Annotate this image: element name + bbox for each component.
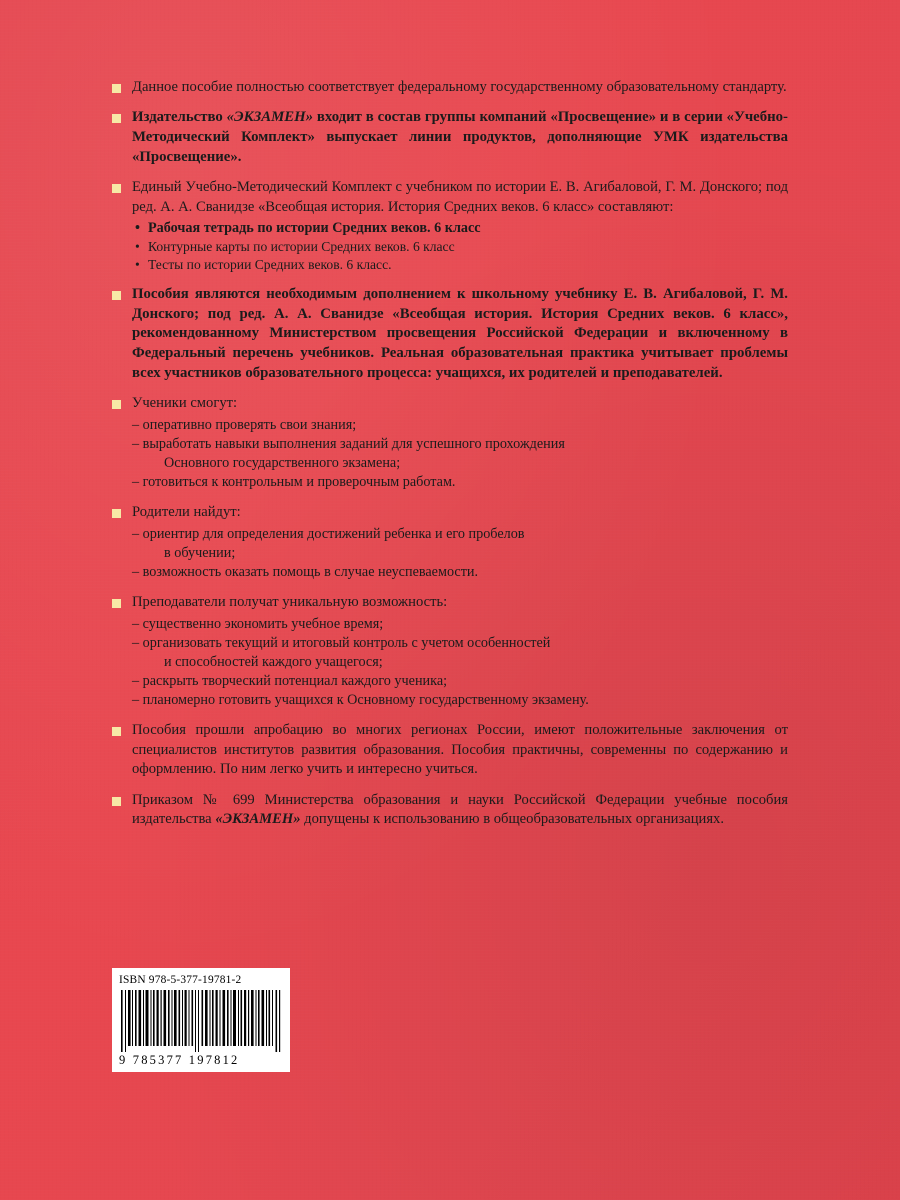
square-bullet-icon xyxy=(112,400,121,409)
square-bullet-icon xyxy=(112,84,121,93)
list-item-label: Контурные карты по истории Средних веков. 6 класс xyxy=(148,238,455,254)
bullet-block-teachers xyxy=(112,593,788,710)
publisher-text-tail: входит в состав группы компаний «Просвещение» и в серии «Учебно-Методический Комплект» выпускает линии продуктов, дополняющие УМК издательства «Просвещение». xyxy=(132,109,788,165)
list-item xyxy=(132,525,788,563)
bullet-text: Пособия прошли апробацию во многих регионах России, имеют положительные заключения от специалистов институтов развития образования. Пособия практичны, современны по содержанию и оформлению. По ним легко учить и интересно учиться. xyxy=(132,722,788,778)
square-bullet-icon xyxy=(112,184,121,193)
bullet-block-publisher xyxy=(112,108,788,167)
square-bullet-icon xyxy=(112,599,121,608)
list-item-label-cont: Основного государственного экзамена; xyxy=(164,454,401,471)
cover-text-content xyxy=(112,78,788,841)
publisher-name-emphasis: «ЭКЗАМЕН» xyxy=(226,109,314,126)
isbn-barcode-box xyxy=(112,968,290,1072)
bullet-block-order xyxy=(112,791,788,830)
list-item-label: – возможность оказать помощь в случае неуспеваемости. xyxy=(132,564,479,581)
list-item xyxy=(132,473,788,492)
bullet-block-supplement xyxy=(112,285,788,383)
list-item-label: – ориентир для определения достижений ребенка и его пробелов xyxy=(132,525,525,542)
bullet-block-umk xyxy=(112,178,788,273)
publisher-name-emphasis: «ЭКЗАМЕН» xyxy=(215,811,301,828)
bullet-text xyxy=(132,791,788,830)
list-item xyxy=(132,691,788,710)
dot-bullet-icon: • xyxy=(135,238,140,254)
bullet-text: Пособия являются необходимым дополнением к школьному учебнику Е. В. Агибаловой, Г. М. Донского; под ред. А. А. Сванидзе «Всеобщая история. История Средних веков. 6 класс», рекомендованному Министерством просвещения Российской Федерации и включенному в Федеральный перечень учебников. Реальная образовательная практика учитывает проблемы всех участников образовательного процесса: учащихся, их родителей и преподавателей. xyxy=(132,285,788,381)
square-bullet-icon xyxy=(112,291,121,300)
list-item xyxy=(132,416,788,435)
list-item xyxy=(132,219,788,238)
list-item-label: – выработать навыки выполнения заданий для успешного прохождения xyxy=(132,435,565,452)
list-item-label: – готовиться к контрольным и проверочным работам. xyxy=(132,474,456,491)
teachers-intro-text: Преподаватели получат уникальную возможность: xyxy=(132,594,448,611)
square-bullet-icon xyxy=(112,114,121,123)
list-item xyxy=(132,672,788,691)
dot-bullet-icon: • xyxy=(135,256,140,272)
bullet-block-students xyxy=(112,394,788,492)
bullet-block-standard xyxy=(112,78,788,97)
students-intro-text: Ученики смогут: xyxy=(132,395,238,412)
list-item xyxy=(132,634,788,672)
order-text-lead: Приказом № 699 Министерства образования и науки Российской Федерации учебные пособия издательства xyxy=(132,791,788,828)
umk-intro-text: Единый Учебно-Методический Комплект с учебником по истории Е. В. Агибаловой, Г. М. Донского; под ред. А. А. Сванидзе «Всеобщая история. История Средних веков. 6 класс» составляют: xyxy=(132,179,788,215)
bullet-text xyxy=(132,394,788,492)
list-item-label-cont: и способностей каждого учащегося; xyxy=(164,653,383,670)
barcode-image xyxy=(119,990,283,1052)
order-text-tail: допущены к использованию в общеобразовательных организациях. xyxy=(300,811,724,828)
list-item xyxy=(132,563,788,582)
bullet-block-parents xyxy=(112,503,788,582)
umk-product-list xyxy=(132,219,788,274)
dot-bullet-icon: • xyxy=(135,220,140,237)
teachers-benefit-list xyxy=(132,615,788,711)
parents-benefit-list xyxy=(132,525,788,583)
bullet-text xyxy=(132,108,788,167)
list-item-label: – организовать текущий и итоговый контроль с учетом особенностей xyxy=(132,634,551,651)
list-item-label: – раскрыть творческий потенциал каждого ученика; xyxy=(132,673,448,690)
list-item xyxy=(132,435,788,473)
list-item xyxy=(132,238,788,256)
list-item xyxy=(132,256,788,274)
list-item-label: – существенно экономить учебное время; xyxy=(132,615,384,632)
square-bullet-icon xyxy=(112,727,121,736)
list-item-label-cont: в обучении; xyxy=(164,544,236,561)
square-bullet-icon xyxy=(112,509,121,518)
list-item-label: Рабочая тетрадь по истории Средних веков. 6 класс xyxy=(148,220,481,237)
bullet-text: Данное пособие полностью соответствует федеральному государственному образовательному стандарту. xyxy=(132,79,787,95)
bullet-text xyxy=(132,593,788,710)
bullet-text xyxy=(132,503,788,582)
list-item-label: – планомерно готовить учащихся к Основному государственному экзамену. xyxy=(132,692,589,709)
publisher-text-lead: Издательство xyxy=(132,109,227,126)
students-benefit-list xyxy=(132,416,788,493)
square-bullet-icon xyxy=(112,797,121,806)
isbn-label: ISBN 978-5-377-19781-2 xyxy=(119,974,242,986)
parents-intro-text: Родители найдут: xyxy=(132,504,241,521)
list-item xyxy=(132,615,788,634)
bullet-text xyxy=(132,178,788,273)
list-item-label: – оперативно проверять свои знания; xyxy=(132,416,357,433)
bullet-block-approbation xyxy=(112,721,788,779)
list-item-label: Тесты по истории Средних веков. 6 класс. xyxy=(148,256,392,272)
barcode-digits: 9 785377 197812 xyxy=(119,1053,240,1067)
